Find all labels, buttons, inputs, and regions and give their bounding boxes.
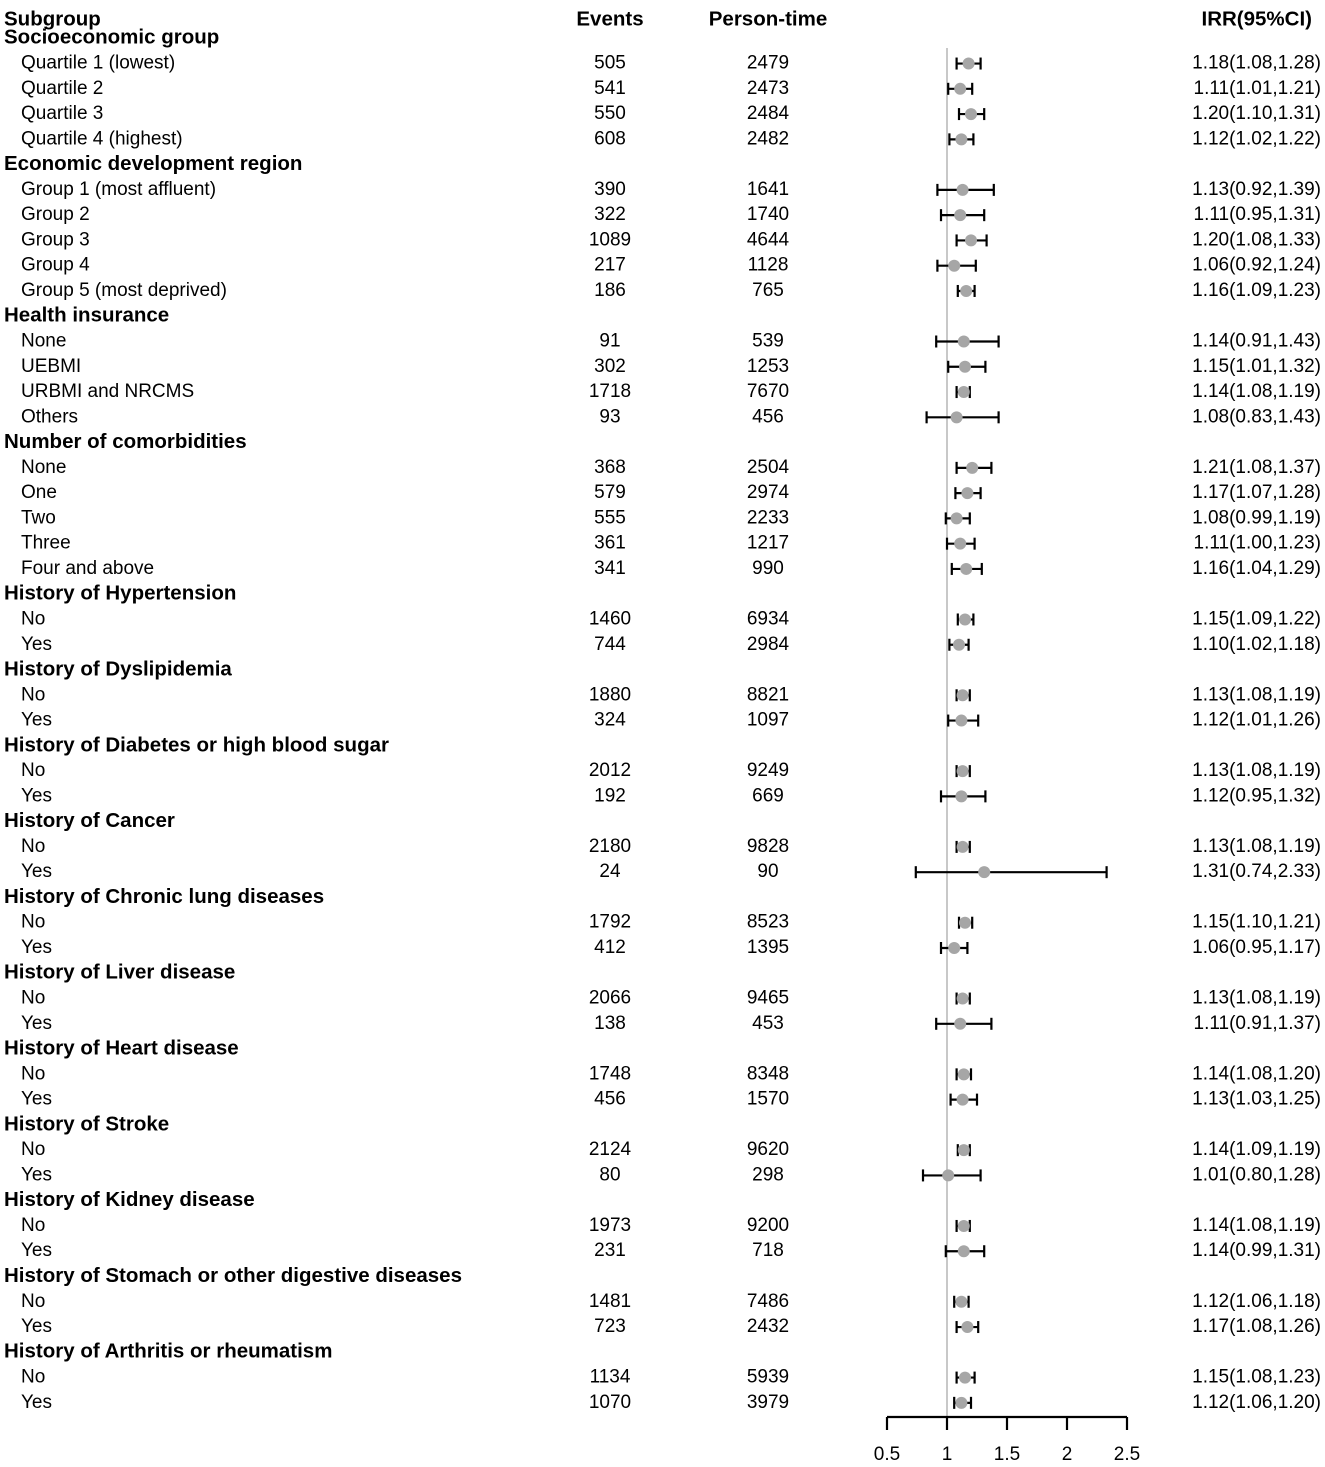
row-person-time: 9249 (746, 760, 790, 782)
group-header: History of Dyslipidemia (4, 657, 232, 681)
row-person-time: 669 (752, 785, 784, 807)
group-header: Socioeconomic group (4, 25, 220, 49)
row-events: 1481 (588, 1290, 632, 1312)
point-estimate (959, 613, 971, 625)
point-estimate (951, 512, 963, 524)
x-tick-label: 0.5 (873, 1444, 901, 1466)
group-header: Number of comorbidities (4, 430, 247, 454)
row-irr-ci: 1.13(0.92,1.39) (1192, 178, 1321, 200)
row-events: 505 (594, 52, 626, 74)
point-estimate (957, 841, 969, 853)
row-events: 324 (594, 709, 626, 731)
row-person-time: 2479 (746, 52, 790, 74)
row-irr-ci: 1.21(1.08,1.37) (1192, 456, 1321, 478)
row-person-time: 9465 (746, 987, 790, 1009)
row-events: 2180 (588, 835, 632, 857)
row-irr-ci: 1.06(0.92,1.24) (1192, 254, 1321, 276)
row-person-time: 1570 (746, 1088, 790, 1110)
row-events: 1792 (588, 911, 632, 933)
row-irr-ci: 1.13(1.08,1.19) (1192, 987, 1321, 1009)
row-irr-ci: 1.13(1.03,1.25) (1192, 1088, 1321, 1110)
row-person-time: 2504 (746, 456, 790, 478)
row-label: Quartile 1 (lowest) (21, 52, 176, 74)
row-label: No (21, 835, 46, 857)
group-header: History of Cancer (4, 809, 175, 833)
header-irr: IRR(95%CI) (1201, 7, 1312, 31)
point-estimate (960, 285, 972, 297)
row-label: No (21, 1214, 46, 1236)
row-label: UEBMI (21, 355, 82, 377)
row-events: 341 (594, 557, 626, 579)
row-events: 186 (594, 279, 626, 301)
point-estimate (957, 689, 969, 701)
group-header: History of Liver disease (4, 960, 236, 984)
row-label: No (21, 1139, 46, 1161)
x-axis (874, 1417, 1140, 1465)
point-estimate (958, 336, 970, 348)
row-label: No (21, 684, 46, 706)
row-label: No (21, 760, 46, 782)
point-estimate (965, 234, 977, 246)
row-events: 2012 (588, 760, 632, 782)
row-events: 1718 (588, 381, 632, 403)
row-irr-ci: 1.12(1.06,1.20) (1192, 1391, 1321, 1413)
x-tick-label: 1.5 (993, 1444, 1021, 1466)
row-irr-ci: 1.17(1.08,1.26) (1192, 1316, 1321, 1338)
row-person-time: 8523 (746, 911, 790, 933)
row-person-time: 2432 (746, 1316, 790, 1338)
point-estimate (954, 83, 966, 95)
row-label: No (21, 987, 46, 1009)
row-person-time: 2482 (746, 128, 790, 150)
point-estimate (957, 1094, 969, 1106)
row-irr-ci: 1.12(1.06,1.18) (1192, 1290, 1321, 1312)
row-person-time: 1740 (746, 204, 790, 226)
point-estimate (948, 942, 960, 954)
point-estimate (957, 184, 969, 196)
row-person-time: 298 (752, 1164, 784, 1186)
row-label: Others (21, 406, 79, 428)
row-irr-ci: 1.20(1.10,1.31) (1192, 103, 1321, 125)
group-header: History of Stomach or other digestive diseases (4, 1263, 462, 1287)
group-header: History of Heart disease (4, 1036, 239, 1060)
row-person-time: 1641 (746, 178, 790, 200)
row-label: Three (21, 532, 71, 554)
row-events: 1973 (588, 1214, 632, 1236)
row-irr-ci: 1.14(1.09,1.19) (1192, 1139, 1321, 1161)
group-header: History of Chronic lung diseases (4, 884, 325, 908)
row-person-time: 8821 (746, 684, 790, 706)
row-events: 93 (599, 406, 621, 428)
point-estimate (958, 1068, 970, 1080)
point-estimate (951, 411, 963, 423)
row-person-time: 7486 (746, 1290, 790, 1312)
row-irr-ci: 1.16(1.09,1.23) (1192, 279, 1321, 301)
group-header: History of Hypertension (4, 581, 237, 605)
row-events: 1070 (588, 1391, 632, 1413)
row-label: One (21, 482, 57, 504)
point-estimate (958, 1144, 970, 1156)
row-events: 1134 (589, 1366, 631, 1388)
row-irr-ci: 1.15(1.09,1.22) (1192, 608, 1321, 630)
row-label: Yes (21, 633, 52, 655)
row-irr-ci: 1.18(1.08,1.28) (1192, 52, 1321, 74)
point-estimate (954, 538, 966, 550)
row-irr-ci: 1.11(1.01,1.21) (1193, 77, 1321, 99)
row-events: 231 (594, 1240, 626, 1262)
row-label: Yes (21, 785, 52, 807)
row-person-time: 4644 (746, 229, 790, 251)
row-label: Quartile 3 (21, 103, 104, 125)
point-estimate (955, 1296, 967, 1308)
row-person-time: 5939 (746, 1366, 790, 1388)
row-person-time: 765 (752, 279, 784, 301)
row-irr-ci: 1.11(1.00,1.23) (1193, 532, 1321, 554)
row-person-time: 7670 (746, 381, 790, 403)
point-estimate (959, 1372, 971, 1384)
row-events: 723 (594, 1316, 626, 1338)
x-tick-label: 2 (1061, 1444, 1073, 1466)
header-person-time: Person-time (708, 7, 828, 31)
row-events: 555 (594, 507, 626, 529)
row-person-time: 8348 (746, 1063, 790, 1085)
row-person-time: 90 (757, 861, 779, 883)
row-person-time: 1253 (746, 355, 790, 377)
row-events: 412 (594, 937, 626, 959)
row-events: 217 (594, 254, 626, 276)
row-irr-ci: 1.14(1.08,1.20) (1192, 1063, 1321, 1085)
row-events: 192 (594, 785, 626, 807)
row-irr-ci: 1.08(0.83,1.43) (1192, 406, 1321, 428)
x-tick-label: 2.5 (1113, 1444, 1141, 1466)
row-label: Yes (21, 1164, 52, 1186)
point-estimate (955, 715, 967, 727)
row-person-time: 1128 (747, 254, 789, 276)
row-person-time: 3979 (746, 1391, 790, 1413)
row-person-time: 453 (752, 1012, 784, 1034)
row-label: No (21, 1366, 46, 1388)
row-label: No (21, 1063, 46, 1085)
row-label: None (21, 330, 67, 352)
point-estimate (955, 1397, 967, 1409)
row-person-time: 1217 (746, 532, 790, 554)
row-events: 541 (594, 77, 626, 99)
row-events: 1748 (588, 1063, 632, 1085)
row-label: Two (21, 507, 56, 529)
row-events: 91 (599, 330, 621, 352)
row-events: 608 (594, 128, 626, 150)
point-estimate (966, 462, 978, 474)
point-estimate (978, 866, 990, 878)
row-irr-ci: 1.13(1.08,1.19) (1192, 835, 1321, 857)
row-irr-ci: 1.06(0.95,1.17) (1192, 937, 1321, 959)
forest-rows (4, 26, 1321, 1413)
group-header: History of Kidney disease (4, 1188, 255, 1212)
row-events: 456 (594, 1088, 626, 1110)
row-irr-ci: 1.01(0.80,1.28) (1192, 1164, 1321, 1186)
row-label: Yes (21, 1391, 52, 1413)
row-person-time: 2984 (746, 633, 790, 655)
row-person-time: 456 (752, 406, 784, 428)
row-person-time: 2484 (746, 103, 790, 125)
point-estimate (959, 917, 971, 929)
point-estimate (942, 1169, 954, 1181)
row-label: Group 3 (21, 229, 90, 251)
point-estimate (954, 209, 966, 221)
row-person-time: 539 (752, 330, 784, 352)
row-events: 390 (594, 178, 626, 200)
row-person-time: 990 (752, 557, 784, 579)
point-estimate (965, 108, 977, 120)
row-label: Quartile 4 (highest) (21, 128, 183, 150)
row-person-time: 2473 (746, 77, 790, 99)
row-person-time: 718 (752, 1240, 784, 1262)
point-estimate (958, 386, 970, 398)
row-irr-ci: 1.17(1.07,1.28) (1192, 482, 1321, 504)
row-events: 1880 (588, 684, 632, 706)
row-events: 744 (594, 633, 626, 655)
header-subgroup: Subgroup (4, 7, 101, 31)
point-estimate (954, 1018, 966, 1030)
row-events: 368 (594, 456, 626, 478)
row-irr-ci: 1.12(0.95,1.32) (1192, 785, 1321, 807)
row-irr-ci: 1.16(1.04,1.29) (1192, 557, 1321, 579)
point-estimate (948, 260, 960, 272)
group-header: Economic development region (4, 152, 303, 176)
point-estimate (958, 1220, 970, 1232)
point-estimate (957, 765, 969, 777)
point-estimate (959, 361, 971, 373)
row-events: 550 (594, 103, 626, 125)
row-irr-ci: 1.12(1.02,1.22) (1192, 128, 1321, 150)
row-irr-ci: 1.15(1.01,1.32) (1192, 355, 1321, 377)
row-label: Group 1 (most affluent) (21, 178, 217, 200)
row-label: Yes (21, 1088, 52, 1110)
group-header: History of Stroke (4, 1112, 170, 1136)
point-estimate (957, 993, 969, 1005)
row-events: 322 (594, 204, 626, 226)
row-person-time: 9200 (746, 1214, 790, 1236)
row-label: No (21, 1290, 46, 1312)
row-label: Quartile 2 (21, 77, 104, 99)
row-label: No (21, 911, 46, 933)
row-person-time: 9620 (746, 1139, 790, 1161)
row-label: Group 5 (most deprived) (21, 279, 227, 301)
group-header: History of Arthritis or rheumatism (4, 1339, 333, 1363)
group-header: History of Diabetes or high blood sugar (4, 733, 389, 757)
point-estimate (961, 487, 973, 499)
row-events: 24 (599, 861, 621, 883)
point-estimate (955, 133, 967, 145)
row-irr-ci: 1.12(1.01,1.26) (1192, 709, 1321, 731)
row-irr-ci: 1.15(1.08,1.23) (1192, 1366, 1321, 1388)
point-estimate (953, 639, 965, 651)
point-estimate (960, 563, 972, 575)
row-person-time: 1395 (746, 937, 790, 959)
row-events: 302 (594, 355, 626, 377)
group-header: Health insurance (4, 303, 170, 327)
row-irr-ci: 1.13(1.08,1.19) (1192, 684, 1321, 706)
row-events: 1089 (588, 229, 632, 251)
row-irr-ci: 1.14(0.99,1.31) (1192, 1240, 1321, 1262)
point-estimate (955, 790, 967, 802)
row-events: 579 (594, 482, 626, 504)
row-irr-ci: 1.14(1.08,1.19) (1192, 381, 1321, 403)
row-irr-ci: 1.14(0.91,1.43) (1192, 330, 1321, 352)
header-events: Events (576, 7, 644, 31)
row-irr-ci: 1.10(1.02,1.18) (1192, 633, 1321, 655)
row-irr-ci: 1.08(0.99,1.19) (1192, 507, 1321, 529)
row-label: Yes (21, 1240, 52, 1262)
point-estimate (961, 1321, 973, 1333)
point-estimate (958, 1245, 970, 1257)
row-irr-ci: 1.13(1.08,1.19) (1192, 760, 1321, 782)
row-events: 1460 (588, 608, 632, 630)
row-irr-ci: 1.14(1.08,1.19) (1192, 1214, 1321, 1236)
row-label: Four and above (21, 557, 155, 579)
row-person-time: 1097 (746, 709, 790, 731)
row-irr-ci: 1.11(0.91,1.37) (1193, 1012, 1321, 1034)
x-tick-label: 1 (941, 1444, 953, 1466)
row-irr-ci: 1.15(1.10,1.21) (1192, 911, 1321, 933)
row-events: 2124 (588, 1139, 632, 1161)
row-person-time: 2233 (746, 507, 790, 529)
row-events: 361 (594, 532, 626, 554)
row-label: Yes (21, 709, 52, 731)
row-label: Yes (21, 1316, 52, 1338)
point-estimate (963, 58, 975, 70)
row-person-time: 9828 (746, 835, 790, 857)
row-label: Yes (21, 937, 52, 959)
row-label: Yes (21, 861, 52, 883)
row-events: 2066 (588, 987, 632, 1009)
row-person-time: 6934 (746, 608, 790, 630)
row-events: 80 (599, 1164, 621, 1186)
row-person-time: 2974 (746, 482, 790, 504)
row-label: None (21, 456, 67, 478)
row-irr-ci: 1.20(1.08,1.33) (1192, 229, 1321, 251)
row-label: Group 2 (21, 204, 90, 226)
row-label: URBMI and NRCMS (21, 381, 195, 403)
row-label: Yes (21, 1012, 52, 1034)
row-label: No (21, 608, 46, 630)
row-events: 138 (594, 1012, 626, 1034)
row-irr-ci: 1.31(0.74,2.33) (1192, 861, 1321, 883)
row-irr-ci: 1.11(0.95,1.31) (1193, 204, 1321, 226)
row-label: Group 4 (21, 254, 90, 276)
